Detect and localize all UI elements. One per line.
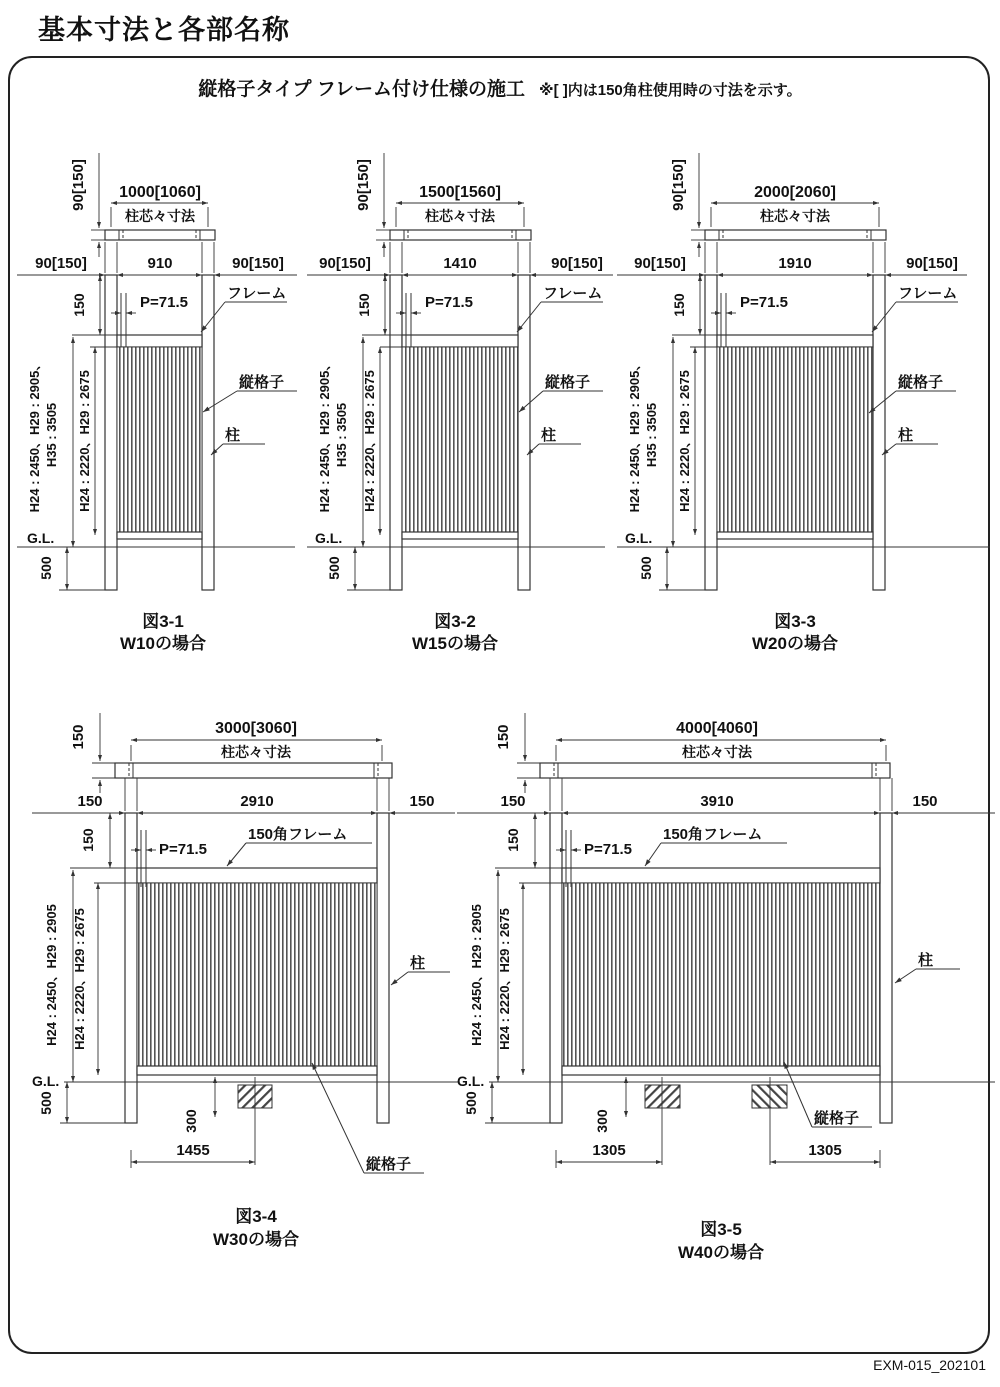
fig4-case: W30の場合 (213, 1230, 299, 1249)
fig2-pitch-dim: P=71.5 (425, 294, 473, 311)
fig5-embed-dim: 500 (463, 1091, 479, 1115)
fig3-lattice-panel (717, 347, 873, 532)
fig3-height-inner: H24 : 2220、H29 : 2675 (677, 370, 692, 512)
fig5-post-label: 柱 (918, 952, 934, 969)
fig3-side-dim-right: 90[150] (906, 255, 958, 272)
fig1-height-inner: H24 : 2220、H29 : 2675 (77, 370, 92, 512)
fig3-frame-offset-dim: 150 (671, 293, 687, 317)
fig5-panel-dim: 3910 (700, 793, 734, 810)
fig3-embed-dim: 500 (638, 556, 654, 580)
subtitle-note: ※[ ]内は150角柱使用時の寸法を示す。 (539, 82, 802, 99)
fig3-top-frame (717, 335, 873, 347)
fig1-part-labels (201, 285, 297, 455)
fig4-side-dim-right: 150 (409, 793, 435, 810)
fig2-case: W15の場合 (412, 634, 498, 653)
fig3-height-outer-1: H24 : 2450、H29 : 2905、 (627, 357, 642, 513)
fig5-number: 図3-5 (700, 1220, 742, 1239)
fig2-plan-depth-dim: 90[150] (355, 159, 372, 211)
fig4-lattice-label: 縦格子 (366, 1156, 412, 1173)
fig1-post-right (202, 275, 214, 590)
fig2-panel-dim: 1410 (443, 255, 477, 272)
fig2-cc-label: 柱芯々寸法 (425, 208, 495, 224)
fig3-cc-dim: 2000[2060] (754, 184, 836, 201)
fig4-plan-view (70, 713, 392, 811)
fig4-cc-dim: 3000[3060] (215, 720, 297, 737)
fig4-caption (213, 1206, 299, 1249)
fig4-frame-label: 150角フレーム (248, 826, 348, 843)
fig4-height-dimensions (44, 813, 110, 1082)
fig5-case: W40の場合 (678, 1243, 764, 1262)
fig3-width-dimensions (617, 255, 967, 275)
fig5-width-dimensions (457, 793, 995, 813)
fig5-post-left (550, 813, 562, 1123)
figure-3-1 (15, 135, 310, 670)
fig1-top-frame (117, 335, 202, 347)
fig1-plan-view (70, 153, 215, 273)
fig1-height-outer-2: H35 : 3505 (44, 402, 59, 468)
fig1-plan-depth-dim: 90[150] (70, 159, 87, 211)
fig1-width-dimensions (17, 255, 297, 275)
fig5-post-right (880, 813, 892, 1123)
fig4-number: 図3-4 (235, 1207, 277, 1226)
fig4-footing-depth-dim: 300 (183, 1109, 199, 1133)
document-code: EXM-015_202101 (873, 1357, 986, 1373)
fig5-height-outer: H24 : 2450、H29 : 2905 (469, 904, 484, 1046)
fig3-bottom-rail (717, 532, 873, 539)
fig4-frame-offset-dim: 150 (80, 828, 96, 852)
fig2-post-right (518, 275, 530, 590)
fig1-post-label: 柱 (225, 427, 241, 444)
fig5-lattice-panel (562, 883, 880, 1066)
fig1-number: 図3-1 (142, 612, 184, 631)
fig3-side-dim-left: 90[150] (634, 255, 686, 272)
fig4-side-dim-left: 150 (77, 793, 103, 810)
fig1-side-dim-right: 90[150] (232, 255, 284, 272)
fig4-frame-and-panel (70, 830, 377, 1075)
fig1-embed-dim: 500 (38, 556, 54, 580)
fig3-post-right (873, 275, 885, 590)
fig3-lattice-label: 縦格子 (898, 374, 944, 391)
fig4-top-frame (137, 868, 377, 883)
fig4-bottom-rail (137, 1066, 377, 1075)
fig4-plan-bar (115, 763, 392, 778)
fig1-lattice-panel (117, 347, 202, 532)
fig5-footing-depth-dim: 300 (594, 1109, 610, 1133)
fig2-post-left (390, 275, 402, 590)
fig3-case: W20の場合 (752, 634, 838, 653)
fig1-caption (120, 611, 206, 653)
fig2-top-frame (402, 335, 518, 347)
fig3-plan-depth-dim: 90[150] (670, 159, 687, 211)
figure-3-3 (615, 135, 1000, 670)
fig5-height-dimensions (469, 813, 535, 1082)
fig3-height-outer-2: H35 : 3505 (644, 402, 659, 468)
fig1-panel-dim: 910 (147, 255, 173, 272)
fig4-post-left (125, 813, 137, 1123)
fig2-frame-label: フレーム (543, 285, 603, 302)
subtitle-main: 縦格子タイプ フレーム付け仕様の施工 (198, 79, 525, 100)
fig5-cc-dim: 4000[4060] (676, 720, 758, 737)
page-title: 基本寸法と各部名称 (38, 15, 290, 45)
fig4-height-inner: H24 : 2220、H29 : 2675 (72, 908, 87, 1050)
fig1-case: W10の場合 (120, 634, 206, 653)
fig5-frame-offset-dim: 150 (505, 828, 521, 852)
fig2-gl-label: G.L. (315, 530, 343, 546)
fig2-caption (412, 611, 498, 653)
fig5-bottom-rail (562, 1066, 880, 1075)
fig4-footing-span-dim: 1455 (176, 1142, 210, 1159)
fig3-number: 図3-3 (774, 612, 816, 631)
fig1-frame-label: フレーム (227, 285, 287, 302)
fig1-cc-dim: 1000[1060] (119, 184, 201, 201)
fig2-post-label: 柱 (541, 427, 557, 444)
fig4-height-outer: H24 : 2450、H29 : 2905 (44, 904, 59, 1046)
fig5-footing-block-right (752, 1085, 787, 1108)
figure-3-2 (305, 135, 620, 670)
fig5-frame-label: 150角フレーム (663, 826, 763, 843)
fig5-gl-label: G.L. (457, 1073, 485, 1089)
fig2-lattice-panel (402, 347, 518, 532)
fig4-lattice-panel (137, 883, 377, 1066)
fig2-side-dim-left: 90[150] (319, 255, 371, 272)
fig4-panel-dim: 2910 (240, 793, 274, 810)
fig3-post-label: 柱 (898, 427, 914, 444)
fig3-post-left (705, 275, 717, 590)
fig5-caption (678, 1219, 764, 1262)
fig2-frame-offset-dim: 150 (356, 293, 372, 317)
fig4-width-dimensions (32, 793, 455, 813)
fig3-pitch-dim: P=71.5 (740, 294, 788, 311)
fig2-height-outer-1: H24 : 2450、H29 : 2905、 (317, 357, 332, 513)
fig1-lattice-label: 縦格子 (239, 374, 285, 391)
fig1-height-outer-1: H24 : 2450、H29 : 2905、 (27, 357, 42, 513)
fig4-footing (131, 1077, 272, 1168)
figure-3-5 (455, 705, 1000, 1285)
fig4-pitch-dim: P=71.5 (159, 841, 207, 858)
fig1-gl-label: G.L. (27, 530, 55, 546)
fig5-cc-label: 柱芯々寸法 (682, 744, 752, 760)
fig5-plan-view (495, 713, 892, 811)
fig1-side-dim-left: 90[150] (35, 255, 87, 272)
fig3-height-dimensions (627, 275, 700, 547)
fig1-plan-bar (105, 230, 215, 240)
fig5-plan-depth-dim: 150 (495, 724, 512, 750)
fig5-plan-bar (540, 763, 890, 778)
fig3-cc-label: 柱芯々寸法 (760, 208, 830, 224)
fig2-height-outer-2: H35 : 3505 (334, 402, 349, 468)
fig4-plan-depth-dim: 150 (70, 724, 87, 750)
fig2-number: 図3-2 (434, 612, 476, 631)
fig2-height-dimensions (317, 275, 385, 547)
fig3-plan-bar (705, 230, 886, 240)
fig2-bottom-rail (402, 532, 518, 539)
fig2-cc-dim: 1500[1560] (419, 184, 501, 201)
figure-3-4 (30, 705, 460, 1255)
fig2-lattice-label: 縦格子 (545, 374, 591, 391)
fig3-caption (752, 611, 838, 653)
fig5-top-frame (562, 868, 880, 883)
fig5-pitch-dim: P=71.5 (584, 841, 632, 858)
fig5-height-inner: H24 : 2220、H29 : 2675 (497, 908, 512, 1050)
fig1-post-left (105, 275, 117, 590)
fig4-gl-label: G.L. (32, 1073, 60, 1089)
fig2-width-dimensions (307, 255, 613, 275)
fig2-side-dim-right: 90[150] (551, 255, 603, 272)
fig4-post-right (377, 813, 389, 1123)
fig1-bottom-rail (117, 532, 202, 539)
fig5-footing-block-left (645, 1085, 680, 1108)
fig5-lattice-label: 縦格子 (814, 1110, 860, 1127)
fig5-side-dim-right: 150 (912, 793, 938, 810)
fig4-post-label: 柱 (410, 955, 426, 972)
fig3-gl-label: G.L. (625, 530, 653, 546)
fig1-height-dimensions (27, 275, 100, 547)
subtitle (0, 74, 1000, 101)
fig3-frame-label: フレーム (898, 285, 958, 302)
fig5-footing-span-left-dim: 1305 (592, 1142, 626, 1159)
fig1-frame-offset-dim: 150 (71, 293, 87, 317)
fig5-side-dim-left: 150 (500, 793, 526, 810)
fig2-height-inner: H24 : 2220、H29 : 2675 (362, 370, 377, 512)
fig2-plan-bar (390, 230, 531, 240)
fig1-pitch-dim: P=71.5 (140, 294, 188, 311)
fig4-embed-dim: 500 (38, 1091, 54, 1115)
fig3-frame-and-panel (672, 293, 873, 539)
fig5-footing-span-right-dim: 1305 (808, 1142, 842, 1159)
fig2-embed-dim: 500 (326, 556, 342, 580)
fig3-panel-dim: 1910 (778, 255, 812, 272)
fig4-cc-label: 柱芯々寸法 (221, 744, 291, 760)
fig5-ground (457, 1073, 995, 1123)
fig1-cc-label: 柱芯々寸法 (125, 208, 195, 224)
